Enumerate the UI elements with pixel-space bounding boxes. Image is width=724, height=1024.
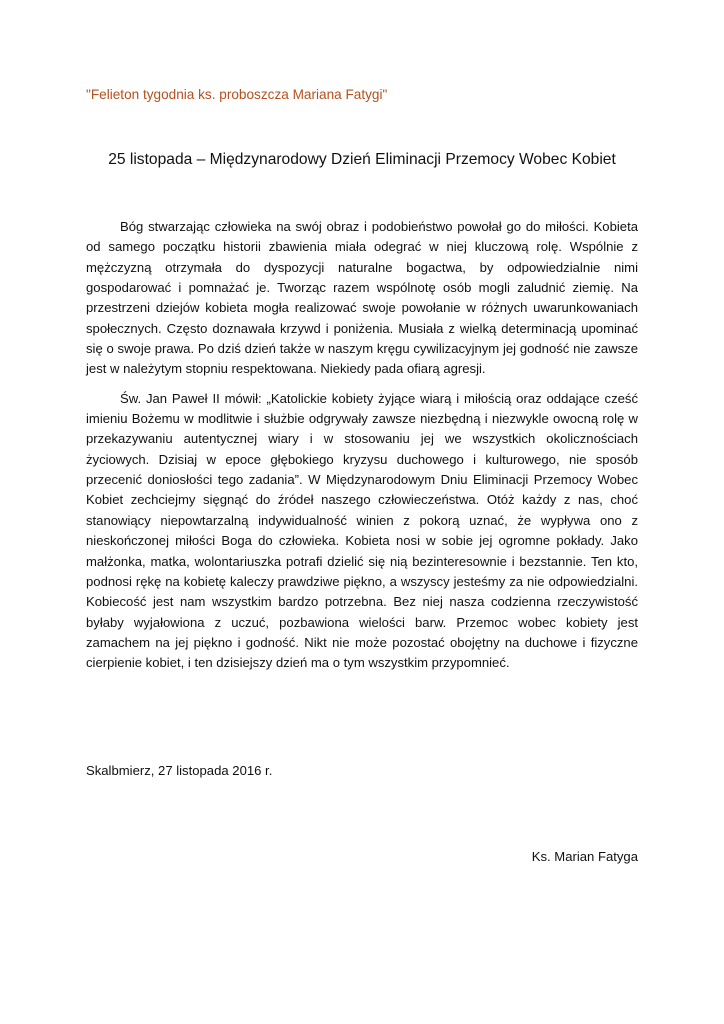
body-paragraph-1: Bóg stwarzając człowieka na swój obraz i podobieństwo powołał go do miłości. Kobieta od samego początku historii zbawienia miała odegrać w niej kluczową rolę. Wspólnie z mężczyzną otrzymała do dyspozycji naturalne bogactwa, by odpowiedzialnie nimi gospodarować i pomnażać je. Tworząc razem wspólnotę osób mogli zaludnić ziemię. Na przestrzeni dziejów kobieta mogła realizować swoje powołanie w różnych uwarunkowaniach społecznych. Często doznawała krzywd i poniżenia. Musiała z wielką determinacją upominać się o swoje prawa. Po dziś dzień także w naszym kręgu cywilizacyjnym jej godność nie zawsze jest w należytym stopniu respektowana. Niekiedy pada ofiarą agresji. (86, 219, 638, 377)
article-body (86, 217, 638, 674)
column-kicker: "Felieton tygodnia ks. proboszcza Mariana Fatygi" (86, 87, 388, 102)
article-title: 25 listopada – Międzynarodowy Dzień Eliminacji Przemocy Wobec Kobiet (108, 151, 616, 168)
body-paragraph-2: Św. Jan Paweł II mówił: „Katolickie kobiety żyjące wiarą i miłością oraz oddające cześć imieniu Bożemu w modlitwie i służbie odgrywały zawsze niezbędną i niezwykle owocną rolę w przekazywaniu autentycznej wiary i w stosowaniu jej we wszystkich okolicznościach życiowych. Dzisiaj w epoce głębokiego kryzysu duchowego i kulturowego, nie sposób przecenić doniosłości tego zadania”. W Międzynarodowym Dniu Eliminacji Przemocy Wobec Kobiet zechciejmy sięgnąć do źródeł naszego człowieczeństwa. Otóż każdy z nas, choć stanowiący niepowtarzalną indywidualność winien z pokorą uznać, że wypływa ono z nieskończonej miłości Boga do człowieka. Kobieta nosi w sobie jej ogromne pokłady. Jako małżonka, matka, wolontariuszka potrafi dzielić się nią bezinteresownie i bezstannie. Ten kto, podnosi rękę na kobietę kaleczy prawdziwe piękno, a wszyscy jesteśmy za nie odpowiedzialni. Kobiecość jest nam wszystkim bardzo potrzebna. Bez niej nasza codzienna rzeczywistość byłaby wyjałowiona z uczuć, pozbawiona wielości barw. Przemoc wobec kobiety jest zamachem na jej piękno i godność. Nikt nie może pozostać obojętny na duchowe i fizyczne cierpienie kobiet, i ten dzisiejszy dzień ma o tym wszystkim przypomnieć. (86, 390, 638, 671)
place-and-date: Skalbmierz, 27 listopada 2016 r. (86, 763, 273, 778)
author-signature: Ks. Marian Fatyga (531, 849, 638, 864)
